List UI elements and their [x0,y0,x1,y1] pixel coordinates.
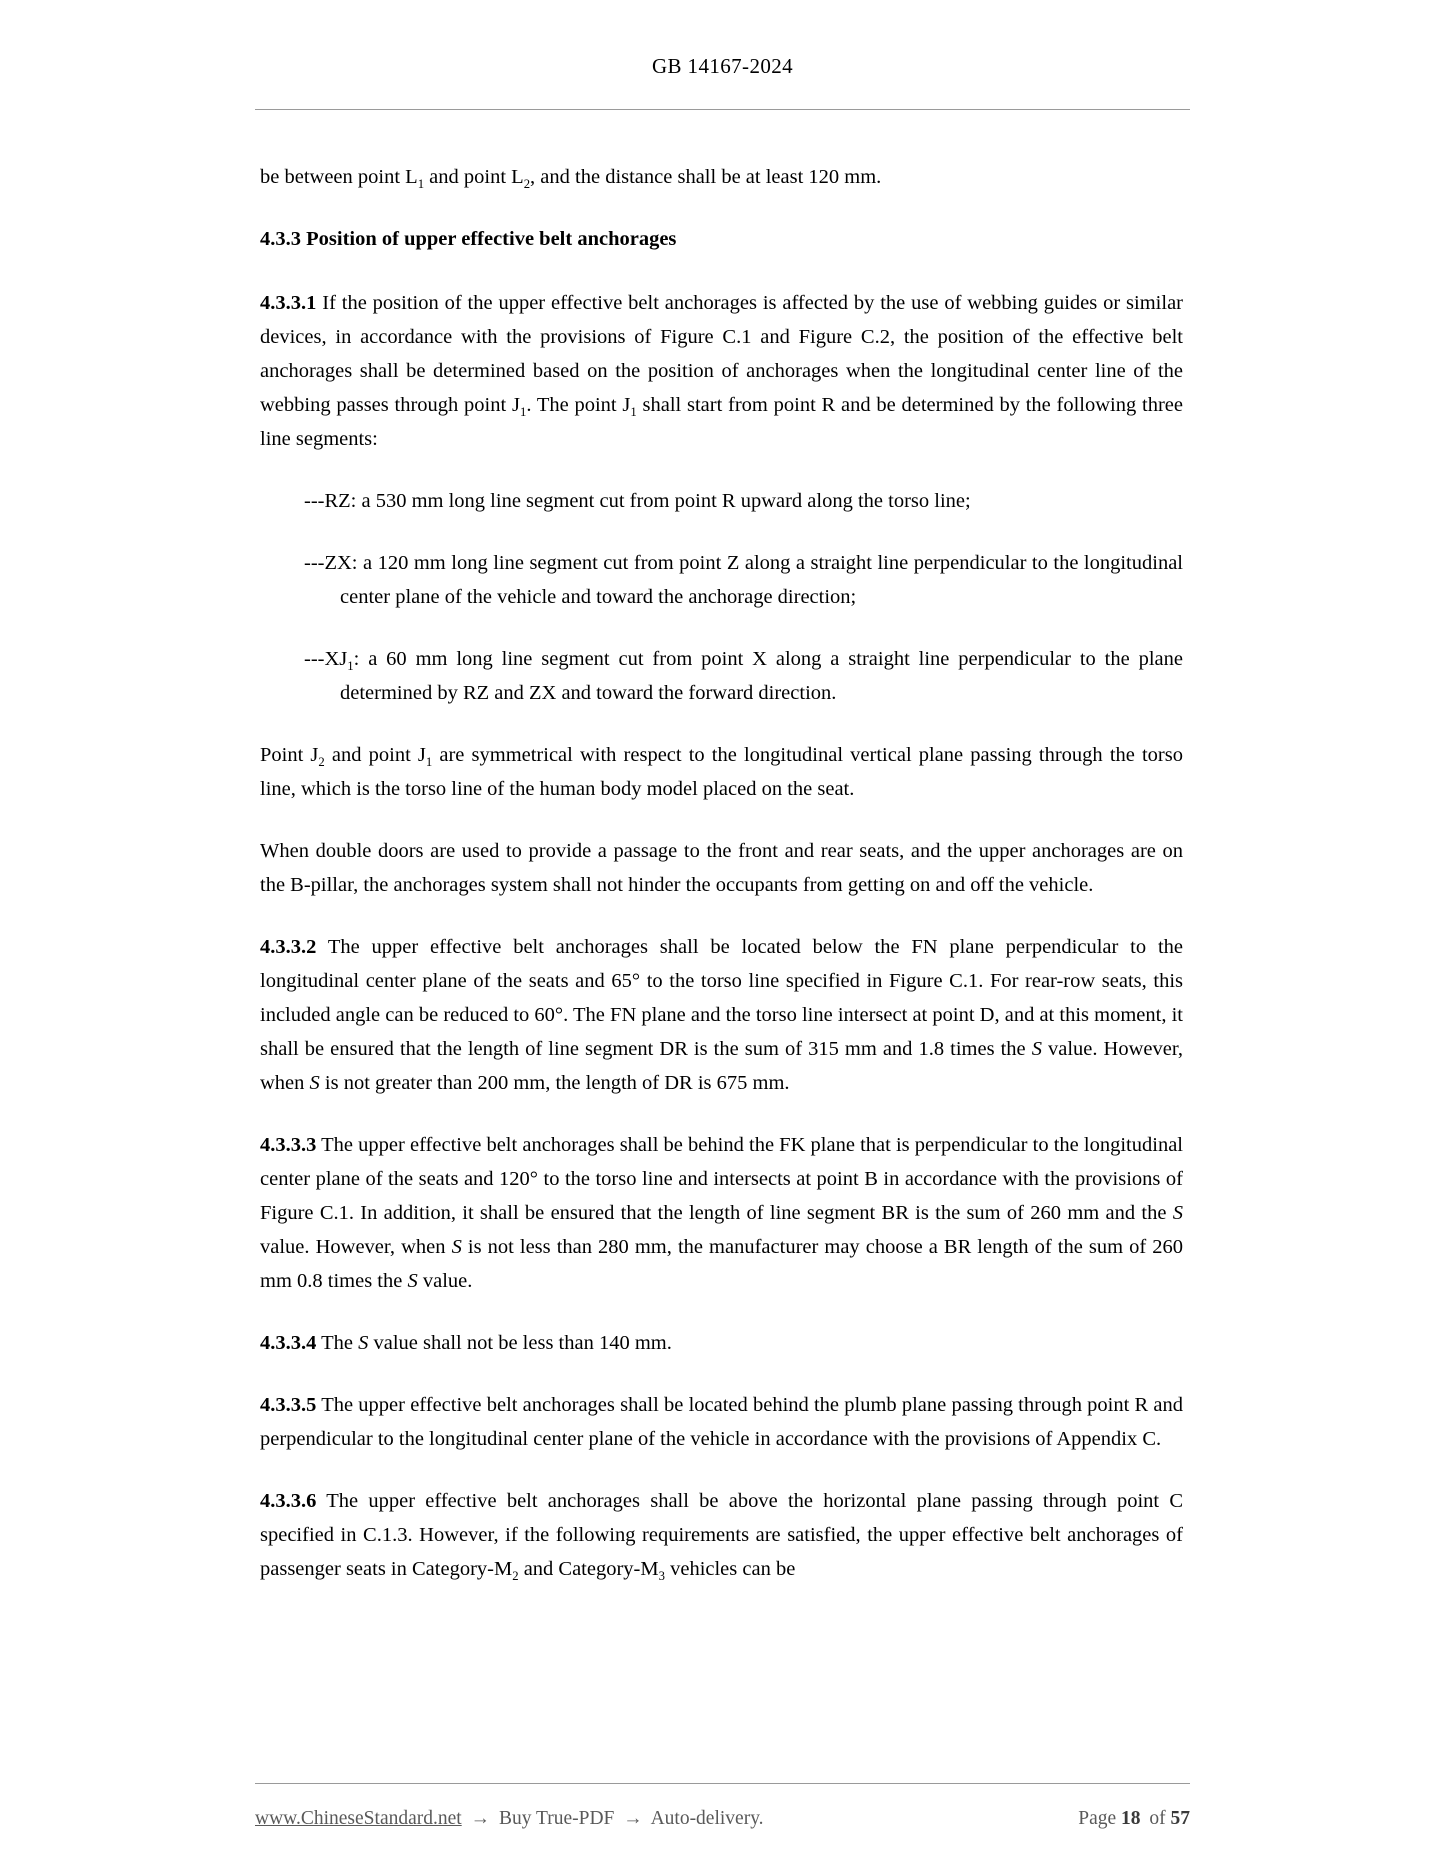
paragraph-symmetry: Point $J_2$ and point $J_1$ are symmetrical with respect to the longitudinal vertical plane passing through the torso line, which is the torso line of the human body model placed on the seat. [260,744,1183,800]
standard-number: GB 14167-2024 [651,54,794,78]
paragraph-continuation: be between point $L_1$ and point $L_2$, and the distance shall be at least 120 mm. [260,166,882,192]
paragraph-double-doors: When double doors are used to provide a passage to the front and rear seats, and the upper anchorages are on the B-pillar, the anchorages system shall not hinder the occupants from getting on and off the vehicle. [260,840,1183,896]
document-body [0,110,1445,1586]
dash-item-zx: ---ZX: a 120 mm long line segment cut from point Z along a straight line perpendicular to the longitudinal center plane of the vehicle and toward the anchorage direction; [304,552,1183,608]
document-header [0,0,1445,110]
dash-item-rz: ---RZ: a 530 mm long line segment cut from point R upward along the torso line; [304,490,971,512]
footer-branding [255,1808,768,1830]
page-indicator [1074,1808,1190,1830]
footer-row [255,1808,1190,1830]
page-word: Page [1078,1808,1117,1829]
arrow-right-icon: → [623,1808,643,1829]
document-footer [0,1783,1445,1870]
section-heading-4-3-3: 4.3.3 Position of upper effective belt anchorages [260,228,677,250]
paragraph-4-3-3-1: 4.3.3.1 If the position of the upper effective belt anchorages is affected by the use of webbing guides or similar devices, in accordance with the provisions of Figure C.1 and Figure C.2, the position of the effective belt anchorages shall be determined based on the position of anchorages when the longitudinal center line of the webbing passes through point $J_1$. The point $J_1$ shall start from point R and be determined by the following three line segments: [260,292,1183,450]
auto-delivery-label: Auto-delivery. [650,1808,764,1829]
dash-item-xj1: $---XJ_1$: a 60 mm long line segment cut from point X along a straight line perpendicular to the plane determined by RZ and ZX and toward the forward direction. [304,648,1183,704]
paragraph-4-3-3-5: 4.3.3.5 The upper effective belt anchorages shall be located behind the plumb plane passing through point R and perpendicular to the longitudinal center plane of the vehicle in accordance with the provisions of Appendix C. [260,1394,1183,1450]
website-link[interactable]: www.ChineseStandard.net [255,1808,462,1829]
paragraph-4-3-3-3: 4.3.3.3 The upper effective belt anchorages shall be behind the FK plane that is perpendicular to the longitudinal center plane of the seats and 120° to the torso line and intersects at point B in accordance with the provisions of Figure C.1. In addition, it shall be ensured that the length of line segment BR is the sum of 260 mm and the S value. However, when S is not less than 280 mm, the manufacturer may choose a BR length of the sum of 260 mm 0.8 times the S value. [260,1134,1183,1292]
of-word: of [1149,1808,1166,1829]
paragraph-4-3-3-4: 4.3.3.4 The S value shall not be less than 140 mm. [260,1332,672,1354]
paragraph-4-3-3-2: 4.3.3.2 The upper effective belt anchorages shall be located below the FN plane perpendicular to the longitudinal center plane of the seats and 65° to the torso line specified in Figure C.1. For rear-row seats, this included angle can be reduced to 60°. The FN plane and the torso line intersect at point D, and at this moment, it shall be ensured that the length of line segment DR is the sum of 315 mm and 1.8 times the S value. However, when S is not greater than 200 mm, the length of DR is 675 mm. [260,936,1183,1094]
arrow-right-icon: → [470,1808,491,1829]
paragraph-4-3-3-6: 4.3.3.6 The upper effective belt anchorages shall be above the horizontal plane passing through point C specified in C.1.3. However, if the following requirements are satisfied, the upper effective belt anchorages of passenger seats in Category-$M_2$ and Category-$M_3$ vehicles can be [260,1490,1183,1584]
buy-pdf-label: Buy True-PDF [498,1808,615,1829]
page-total: 57 [1170,1808,1190,1829]
footer-divider [255,1783,1190,1784]
page-number: 18 [1121,1808,1141,1829]
